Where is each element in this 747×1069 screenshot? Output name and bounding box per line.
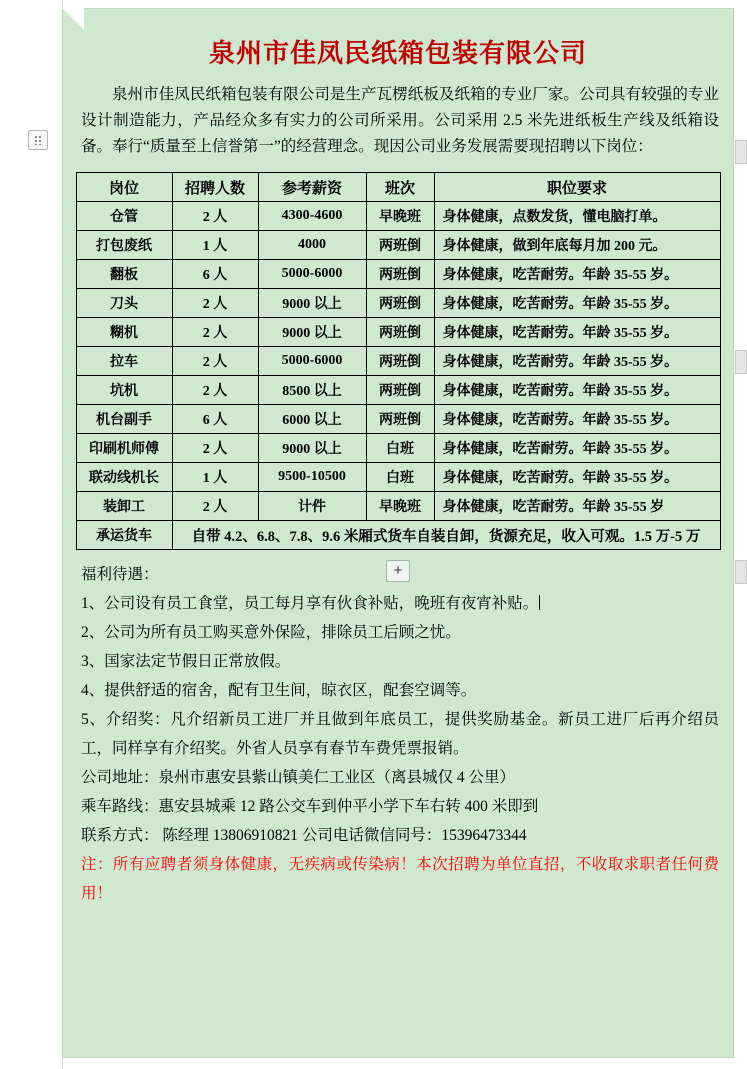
cell-salary: 8500 以上 (258, 376, 366, 405)
cell-salary: 6000 以上 (258, 405, 366, 434)
cell-salary: 5000-6000 (258, 347, 366, 376)
cell-requirements: 身体健康，吃苦耐劳。年龄 35-55 岁。 (434, 260, 720, 289)
text-cursor (539, 595, 540, 610)
cell-post: 坑机 (76, 376, 172, 405)
welfare-item-5: 5、介绍奖：凡介绍新员工进厂并且做到年底员工，提供奖励基金。新员工进厂后再介绍员工，同样享有介绍奖。外省人员享有春节车费凭票报销。 (81, 711, 719, 757)
table-footer-row (76, 521, 720, 550)
cell-count: 1 人 (172, 231, 258, 260)
column-header-requirements: 职位要求 (434, 173, 720, 202)
intro-paragraph: 泉州市佳凤民纸箱包装有限公司是生产瓦楞纸板及纸箱的专业厂家。公司具有较强的专业设计制造能力，产品经众多有实力的公司所采用。公司采用 2.5 米先进纸板生产线及纸箱设备。奉行“质量至上信誉第一”的经营理念。现因公司业务发展需要现招聘以下岗位： (81, 86, 719, 155)
cell-shift: 两班倒 (366, 347, 434, 376)
welfare-item-1 (81, 589, 719, 618)
table-row (76, 289, 720, 318)
welfare-item-4: 4、提供舒适的宿舍，配有卫生间，晾衣区，配套空调等。 (81, 682, 477, 699)
cell-salary: 9000 以上 (258, 318, 366, 347)
cell-shift: 早晚班 (366, 202, 434, 231)
cell-post: 翻板 (76, 260, 172, 289)
company-address: 公司地址：泉州市惠安县紫山镇美仁工业区（离县城仅 4 公里） (81, 769, 516, 786)
cell-requirements: 身体健康，点数发货，懂电脑打单。 (434, 202, 720, 231)
cell-post: 联动线机长 (76, 463, 172, 492)
cell-shift: 早晚班 (366, 492, 434, 521)
cell-count: 2 人 (172, 318, 258, 347)
cell-salary: 9000 以上 (258, 289, 366, 318)
scroll-marker-3[interactable] (735, 560, 747, 584)
table-header-row (76, 173, 720, 202)
column-header-shift: 班次 (366, 173, 434, 202)
cell-shift: 两班倒 (366, 405, 434, 434)
contact-info: 联系方式： 陈经理 13806910821 公司电话微信同号：15396473344 (81, 827, 527, 844)
cell-requirements: 身体健康，吃苦耐劳。年龄 35-55 岁。 (434, 289, 720, 318)
welfare-section (81, 560, 719, 908)
cell-shift: 两班倒 (366, 318, 434, 347)
table-row (76, 463, 720, 492)
jobs-table (76, 172, 721, 550)
cell-count: 2 人 (172, 376, 258, 405)
insert-row-button[interactable]: + (386, 560, 410, 582)
column-header-count: 招聘人数 (172, 173, 258, 202)
welfare-heading: 福利待遇： (81, 566, 159, 583)
cell-shift: 白班 (366, 434, 434, 463)
cell-post: 刀头 (76, 289, 172, 318)
cell-count: 2 人 (172, 347, 258, 376)
cell-requirements: 身体健康，吃苦耐劳。年龄 35-55 岁。 (434, 376, 720, 405)
cell-count: 2 人 (172, 434, 258, 463)
table-row (76, 376, 720, 405)
cell-requirements: 身体健康，吃苦耐劳。年龄 35-55 岁。 (434, 347, 720, 376)
table-row (76, 231, 720, 260)
cell-shift: 两班倒 (366, 260, 434, 289)
table-row (76, 492, 720, 521)
cell-shift: 白班 (366, 463, 434, 492)
welfare-item-2: 2、公司为所有员工购买意外保险，排除员工后顾之忧。 (81, 624, 461, 641)
cell-requirements: 身体健康，吃苦耐劳。年龄 35-55 岁。 (434, 405, 720, 434)
cell-shift: 两班倒 (366, 376, 434, 405)
cell-requirements: 身体健康，吃苦耐劳。年龄 35-55 岁。 (434, 318, 720, 347)
cell-count: 2 人 (172, 289, 258, 318)
cell-post: 机台副手 (76, 405, 172, 434)
document-content-area (62, 8, 734, 1058)
cell-post: 打包废纸 (76, 231, 172, 260)
table-row (76, 202, 720, 231)
cell-post: 印刷机师傅 (76, 434, 172, 463)
cell-requirements: 身体健康，吃苦耐劳。年龄 35-55 岁。 (434, 434, 720, 463)
cell-count: 2 人 (172, 202, 258, 231)
cell-count: 1 人 (172, 463, 258, 492)
cell-post: 承运货车 (76, 521, 172, 550)
welfare-item-3: 3、国家法定节假日正常放假。 (81, 653, 291, 670)
cell-requirements: 身体健康，吃苦耐劳。年龄 35-55 岁 (434, 492, 720, 521)
cell-post: 装卸工 (76, 492, 172, 521)
scroll-marker-2[interactable] (735, 350, 747, 374)
notice-text: 注：所有应聘者须身体健康，无疾病或传染病！本次招聘为单位直招，不收取求职者任何费用！ (81, 856, 719, 902)
welfare-item-1-text: 1、公司设有员工食堂，员工每月享有伙食补贴，晚班有夜宵补贴。 (81, 595, 539, 612)
cell-shift: 两班倒 (366, 231, 434, 260)
cell-salary: 计件 (258, 492, 366, 521)
cell-count: 6 人 (172, 260, 258, 289)
cell-truck-info: 自带 4.2、6.8、7.8、9.6 米厢式货车自装自卸，货源充足，收入可观。1.5 万-5 万 (172, 521, 720, 550)
cell-requirements: 身体健康，吃苦耐劳。年龄 35-55 岁。 (434, 463, 720, 492)
scroll-marker-1[interactable] (735, 140, 747, 164)
table-row (76, 260, 720, 289)
cell-salary: 9000 以上 (258, 434, 366, 463)
cell-salary: 4000 (258, 231, 366, 260)
table-row (76, 434, 720, 463)
cell-post: 拉车 (76, 347, 172, 376)
drag-dots-icon (34, 135, 42, 145)
cell-salary: 4300-4600 (258, 202, 366, 231)
cell-count: 6 人 (172, 405, 258, 434)
table-row (76, 347, 720, 376)
cell-salary: 9500-10500 (258, 463, 366, 492)
column-header-post: 岗位 (76, 173, 172, 202)
cell-requirements: 身体健康，做到年底每月加 200 元。 (434, 231, 720, 260)
cell-shift: 两班倒 (366, 289, 434, 318)
cell-count: 2 人 (172, 492, 258, 521)
page-title: 泉州市佳凤民纸箱包装有限公司 (208, 39, 587, 68)
cell-post: 仓管 (76, 202, 172, 231)
page-corner-fold (62, 8, 84, 30)
table-row (76, 318, 720, 347)
table-move-handle[interactable] (28, 130, 48, 150)
cell-post: 糊机 (76, 318, 172, 347)
cell-salary: 5000-6000 (258, 260, 366, 289)
table-row (76, 405, 720, 434)
column-header-salary: 参考薪资 (258, 173, 366, 202)
bus-route: 乘车路线：惠安县城乘 12 路公交车到仲平小学下车右转 400 米即到 (81, 798, 539, 815)
